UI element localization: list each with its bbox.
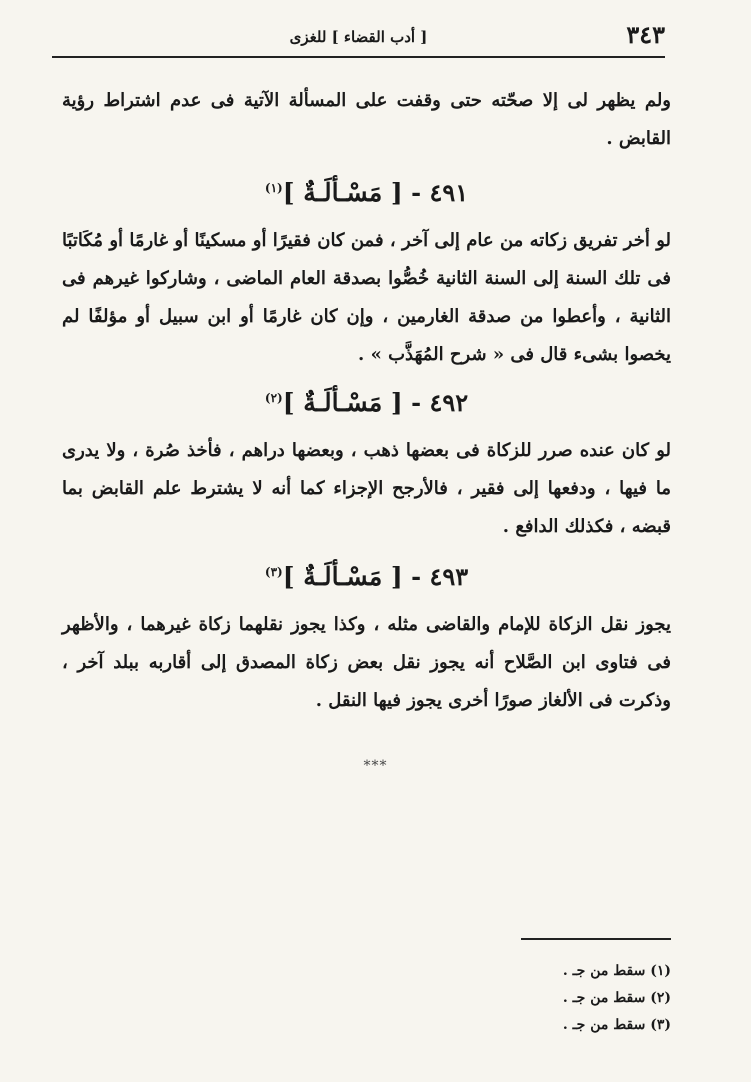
running-header [52, 20, 665, 58]
section-word: [ مَسْـألَـةٌ ] [282, 178, 403, 207]
footnote-rule [521, 938, 671, 940]
section-word: [ مَسْـألَـةٌ ] [282, 388, 403, 417]
footnote-marker: (١) [264, 181, 283, 195]
section-paragraph-493: يجوز نقل الزكاة للإمام والقاضى مثله ، وكذا يجوز نقلهما زكاة غيرهما ، والأظهر فى فتاوى ابن الصَّلاح أنه يجوز نقل بعض زكاة المصدق إلى أقاربه ببلد آخر ، وذكرت فى الألغاز صورًا أخرى يجوز فيها النقل . [62, 614, 671, 711]
section-heading-493 [62, 550, 671, 594]
section-heading-491 [62, 166, 671, 210]
heading-dash: - [411, 178, 422, 207]
section-number: ٤٩١ [429, 178, 469, 207]
intro-paragraph: ولم يظهر لى إلا صحّته حتى وقفت على المسألة الآتية فى عدم اشتراط رؤية القابض . [62, 90, 671, 149]
heading-dash: - [411, 388, 422, 417]
footnotes [200, 958, 671, 1039]
footnote-1: (١) سقط من جـ . [562, 963, 671, 979]
section-separator: *** [363, 758, 388, 774]
section-number: ٤٩٢ [429, 388, 469, 417]
footnote-3: (٣) سقط من جـ . [562, 1017, 671, 1033]
section-paragraph-491: لو أخر تفريق زكاته من عام إلى آخر ، فمن كان فقيرًا أو مسكينًا أو غارمًا أو مُكَاتبًا فى تلك السنة إلى السنة الثانية خُصُّوا بصدقة العام الماضى ، وشاركوا غيرهم فى الثانية ، وأعطوا من صدقة الغارمين ، وإن كان غارمًا أو ابن سبيل أو مؤلفًا لم يخصوا بشىء قال فى « شرح المُهَذَّب » . [62, 230, 671, 365]
section-word: [ مَسْـألَـةٌ ] [282, 562, 403, 591]
section-heading-492 [62, 376, 671, 420]
footnote-2: (٢) سقط من جـ . [562, 990, 671, 1006]
section-paragraph-492: لو كان عنده صرر للزكاة فى بعضها ذهب ، وبعضها دراهم ، فأخذ صُرة ، ولا يدرى ما فيها ، ودفعها إلى فقير ، فالأرجح الإجزاء كما أنه لا يشترط علم القابض بما قبضه ، فكذلك الدافع . [62, 440, 671, 537]
heading-dash: - [411, 562, 422, 591]
page-number: ٣٤٣ [626, 20, 665, 49]
running-title: [ أدب القضاء ] للغزى [289, 28, 428, 46]
footnote-marker: (٣) [264, 565, 283, 579]
section-number: ٤٩٣ [429, 562, 469, 591]
footnote-marker: (٢) [264, 391, 283, 405]
